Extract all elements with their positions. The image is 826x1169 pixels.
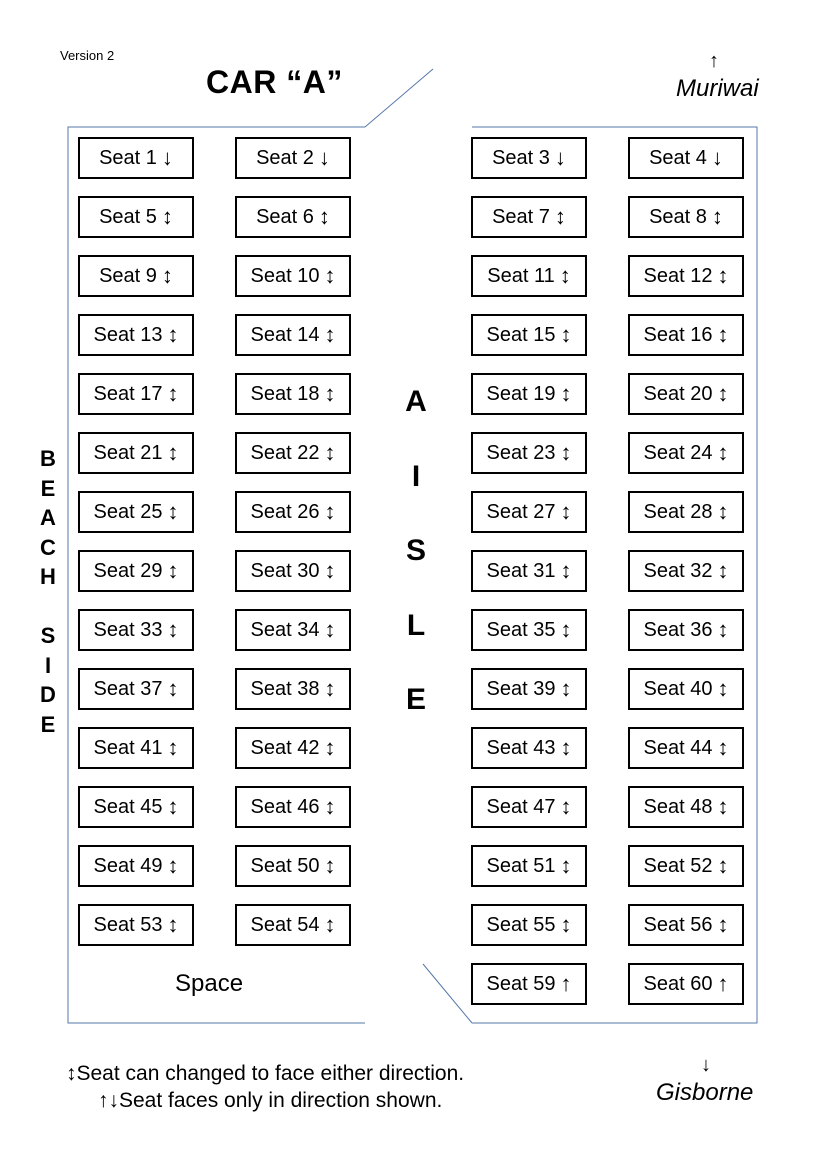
seat-label: Seat 16 [643,323,713,346]
seat-label: Seat 21 [93,441,163,464]
seat-label: Seat 46 [250,795,320,818]
seat-direction-icon: ↕ [167,440,179,465]
beach-side-letter: S [40,623,56,648]
seat-label: Seat 9 [99,264,157,287]
seat-direction-icon: ↕ [560,676,572,701]
seat-label: Seat 10 [250,264,320,287]
seat-direction-icon: ↕ [324,853,336,878]
seat-label: Seat 55 [486,913,556,936]
seat-label: Seat 7 [492,205,550,228]
seat-label: Seat 33 [93,618,163,641]
beach-side-letter: A [40,505,56,530]
seat-label: Seat 45 [93,795,163,818]
seat-label: Seat 49 [93,854,163,877]
seat-49[interactable] [78,845,194,887]
beach-side-letter: E [40,711,56,737]
seat-label: Seat 59 [486,972,556,995]
seat-label: Seat 13 [93,323,163,346]
seat-label: Seat 43 [486,736,556,759]
seat-label: Seat 44 [643,736,713,759]
seat-56[interactable] [628,904,744,946]
seat-22[interactable] [235,432,351,474]
aisle-letter: E [405,683,426,716]
seat-label: Seat 37 [93,677,163,700]
seat-label: Seat 11 [487,264,555,287]
seat-direction-icon: ↑ [717,971,729,996]
seat-direction-icon: ↕ [324,735,336,760]
seat-label: Seat 3 [492,146,550,169]
seat-direction-icon: ↕ [560,440,572,465]
seat-51[interactable] [471,845,587,887]
seat-46[interactable] [235,786,351,828]
seat-50[interactable] [235,845,351,887]
seat-label: Seat 25 [93,500,163,523]
seat-19[interactable] [471,373,587,415]
seat-direction-icon: ↕ [167,676,179,701]
seat-54[interactable] [235,904,351,946]
seat-label: Seat 32 [643,559,713,582]
seat-label: Seat 26 [250,500,320,523]
seat-45[interactable] [78,786,194,828]
seat-42[interactable] [235,727,351,769]
aisle-letter: I [411,459,421,493]
legend-row-fixed [66,1087,464,1114]
seat-direction-icon: ↕ [560,558,572,583]
north-destination: Muriwai [676,75,759,102]
seat-label: Seat 38 [250,677,320,700]
beach-side-letter: H [40,564,56,589]
seat-direction-icon: ↓ [711,145,723,170]
beach-side-letter: E [40,475,56,501]
seat-direction-icon: ↕ [167,794,179,819]
seat-direction-icon: ↕ [717,381,729,406]
seat-direction-icon: ↕ [167,735,179,760]
car-outline-door-top [365,69,433,127]
seat-label: Seat 35 [486,618,556,641]
seat-13[interactable] [78,314,194,356]
seat-direction-icon: ↕ [167,381,179,406]
fixed-direction-icon: ↑↓ [98,1089,119,1112]
seat-direction-icon: ↕ [717,676,729,701]
seat-label: Seat 1 [99,146,157,169]
seat-direction-icon: ↕ [717,853,729,878]
seat-direction-icon: ↕ [324,499,336,524]
south-arrow-icon: ↓ [701,1054,711,1076]
seat-direction-icon: ↕ [318,204,330,229]
seat-39[interactable] [471,668,587,710]
seat-direction-icon: ↕ [717,263,729,288]
seat-direction-icon: ↓ [318,145,330,170]
seat-30[interactable] [235,550,351,592]
seat-6[interactable] [235,196,351,238]
space-label: Space [175,970,244,997]
seat-43[interactable] [471,727,587,769]
seat-direction-icon: ↕ [167,912,179,937]
seat-59[interactable] [471,963,587,1005]
seat-label: Seat 41 [93,736,163,759]
seat-1[interactable] [78,137,194,179]
beach-side-letter: D [40,682,56,707]
seat-9[interactable] [78,255,194,297]
seat-direction-icon: ↕ [167,853,179,878]
legend-row-either [66,1060,464,1087]
seat-direction-icon: ↕ [167,499,179,524]
seat-34[interactable] [235,609,351,651]
seat-2[interactable] [235,137,351,179]
seat-label: Seat 18 [250,382,320,405]
seat-41[interactable] [78,727,194,769]
seat-label: Seat 8 [649,205,707,228]
seat-direction-icon: ↕ [717,794,729,819]
seat-direction-icon: ↕ [717,617,729,642]
seat-10[interactable] [235,255,351,297]
south-destination: Gisborne [656,1079,754,1106]
seat-label: Seat 36 [643,618,713,641]
seat-direction-icon: ↕ [717,558,729,583]
seat-direction-icon: ↕ [161,263,173,288]
seat-direction-icon: ↑ [560,971,572,996]
car-outline-door-bottom [423,964,472,1023]
seat-25[interactable] [78,491,194,533]
seat-52[interactable] [628,845,744,887]
legend [66,1060,464,1114]
seat-label: Seat 23 [486,441,556,464]
seat-18[interactable] [235,373,351,415]
seat-direction-icon: ↕ [717,912,729,937]
seat-32[interactable] [628,550,744,592]
seat-label: Seat 54 [250,913,320,936]
seat-label: Seat 42 [250,736,320,759]
seat-label: Seat 29 [93,559,163,582]
seat-label: Seat 51 [486,854,556,877]
seat-direction-icon: ↕ [324,263,336,288]
seat-label: Seat 30 [250,559,320,582]
beach-side-label [36,444,60,739]
either-direction-icon: ↕ [66,1062,77,1085]
north-arrow-icon: ↑ [709,50,719,72]
seat-20[interactable] [628,373,744,415]
beach-side-gap [36,592,60,622]
seat-direction-icon: ↕ [554,204,566,229]
seat-label: Seat 14 [250,323,320,346]
beach-side-letter: I [44,652,52,678]
seat-direction-icon: ↕ [324,617,336,642]
seat-31[interactable] [471,550,587,592]
seat-label: Seat 53 [93,913,163,936]
seat-29[interactable] [78,550,194,592]
seat-16[interactable] [628,314,744,356]
aisle-label [396,365,436,738]
beach-side-letter: C [40,534,56,560]
seat-direction-icon: ↕ [717,440,729,465]
seat-label: Seat 24 [643,441,713,464]
seat-3[interactable] [471,137,587,179]
seat-label: Seat 39 [486,677,556,700]
seat-label: Seat 12 [643,264,713,287]
beach-side-letter: B [40,446,56,471]
seat-direction-icon: ↕ [717,322,729,347]
seat-44[interactable] [628,727,744,769]
seat-36[interactable] [628,609,744,651]
seat-direction-icon: ↕ [324,440,336,465]
seat-24[interactable] [628,432,744,474]
seat-label: Seat 17 [93,382,163,405]
seat-label: Seat 47 [486,795,556,818]
aisle-letter: S [405,534,426,567]
seat-28[interactable] [628,491,744,533]
seat-direction-icon: ↕ [324,381,336,406]
legend-either-text: Seat can changed to face either direction. [76,1062,465,1085]
seat-label: Seat 60 [643,972,713,995]
seat-label: Seat 6 [256,205,314,228]
seat-15[interactable] [471,314,587,356]
seat-14[interactable] [235,314,351,356]
seat-direction-icon: ↕ [560,322,572,347]
seat-direction-icon: ↕ [324,558,336,583]
seat-label: Seat 50 [250,854,320,877]
seat-direction-icon: ↕ [161,204,173,229]
seat-direction-icon: ↓ [161,145,173,170]
seat-direction-icon: ↕ [560,381,572,406]
seat-direction-icon: ↕ [167,617,179,642]
seat-38[interactable] [235,668,351,710]
seat-direction-icon: ↕ [560,617,572,642]
seat-direction-icon: ↕ [560,735,572,760]
seat-direction-icon: ↕ [167,322,179,347]
seat-37[interactable] [78,668,194,710]
seat-26[interactable] [235,491,351,533]
seat-53[interactable] [78,904,194,946]
seat-direction-icon: ↕ [324,322,336,347]
seat-5[interactable] [78,196,194,238]
seat-direction-icon: ↕ [324,676,336,701]
seat-label: Seat 28 [643,500,713,523]
seat-direction-icon: ↕ [560,853,572,878]
seat-label: Seat 31 [486,559,556,582]
legend-fixed-text: Seat faces only in direction shown. [119,1089,443,1112]
seat-direction-icon: ↕ [324,794,336,819]
seat-23[interactable] [471,432,587,474]
seat-direction-icon: ↕ [167,558,179,583]
seat-label: Seat 56 [643,913,713,936]
seat-17[interactable] [78,373,194,415]
seat-label: Seat 34 [250,618,320,641]
seat-label: Seat 5 [99,205,157,228]
aisle-letter: A [405,385,427,418]
seat-direction-icon: ↕ [324,912,336,937]
seat-label: Seat 4 [649,146,707,169]
seat-label: Seat 2 [256,146,314,169]
seat-55[interactable] [471,904,587,946]
seat-direction-icon: ↓ [554,145,566,170]
seat-direction-icon: ↕ [560,912,572,937]
seat-33[interactable] [78,609,194,651]
seat-47[interactable] [471,786,587,828]
seat-direction-icon: ↕ [559,263,571,288]
seat-21[interactable] [78,432,194,474]
seat-direction-icon: ↕ [560,794,572,819]
seat-8[interactable] [628,196,744,238]
seat-label: Seat 20 [643,382,713,405]
seat-60[interactable] [628,963,744,1005]
seat-direction-icon: ↕ [560,499,572,524]
seat-12[interactable] [628,255,744,297]
seat-direction-icon: ↕ [717,499,729,524]
seat-direction-icon: ↕ [711,204,723,229]
seat-direction-icon: ↕ [717,735,729,760]
seat-4[interactable] [628,137,744,179]
seat-label: Seat 19 [486,382,556,405]
version-label: Version 2 [60,48,115,63]
seat-40[interactable] [628,668,744,710]
seat-48[interactable] [628,786,744,828]
seat-label: Seat 27 [486,500,556,523]
seat-11[interactable] [471,255,587,297]
seat-label: Seat 15 [486,323,556,346]
seat-27[interactable] [471,491,587,533]
seat-label: Seat 48 [643,795,713,818]
page-title: CAR “A” [206,64,343,100]
seat-label: Seat 40 [643,677,713,700]
seat-7[interactable] [471,196,587,238]
seat-35[interactable] [471,609,587,651]
seat-label: Seat 52 [643,854,713,877]
aisle-letter: L [406,608,426,642]
seat-label: Seat 22 [250,441,320,464]
